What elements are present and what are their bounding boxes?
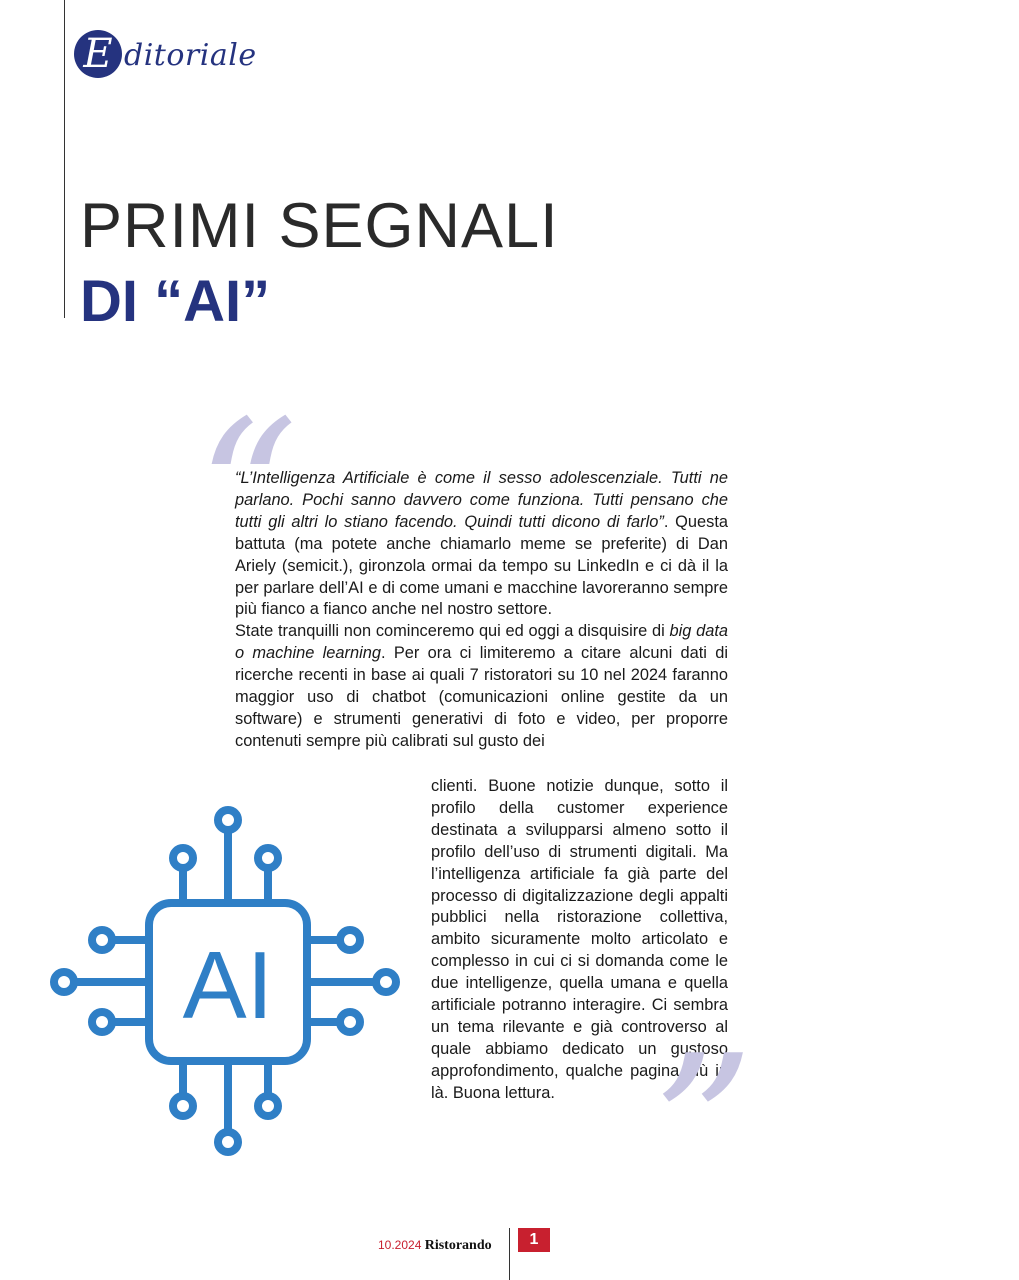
footer-issue xyxy=(378,1238,492,1254)
magazine-name: Ristorando xyxy=(424,1238,492,1253)
paragraph-2-text-b: . Per ora ci limiteremo a citare alcuni dati di ricerche recenti in base ai quali 7 ristoratori su 10 nel 2024 faranno maggior uso di chatbot (comunicazioni online gestite da un software) e strumenti generativi di foto e video, per proporre contenuti sempre più calibrati sul gusto dei xyxy=(235,644,728,750)
section-initial-badge: E xyxy=(74,30,122,78)
paragraph-2-italic: big data o machine learning xyxy=(235,622,728,663)
issue-date: 10.2024 xyxy=(378,1238,422,1252)
headline-line-2: DI “AI” xyxy=(80,269,271,334)
article-paragraph-1 xyxy=(235,468,728,621)
ai-chip-label: AI xyxy=(182,932,274,1039)
article-body-top xyxy=(235,468,728,753)
left-rule xyxy=(64,0,65,318)
paragraph-2-text-a: State tranquilli non cominceremo qui ed oggi a disquisire di xyxy=(235,622,670,641)
opening-quote: “L’Intelligenza Artificiale è come il sesso adolescenziale. Tutti ne parlano. Pochi sanno davvero come funziona. Tutti pensano che tutti gli altri lo stiano facendo. Quindi tutti dicono di farlo” xyxy=(235,469,728,531)
page-number: 1 xyxy=(518,1228,550,1252)
article-paragraph-2 xyxy=(235,621,728,752)
ai-chip-icon xyxy=(40,800,420,1170)
open-quote-mark: “ xyxy=(196,378,299,611)
headline-line-1: PRIMI SEGNALI xyxy=(80,191,559,261)
section-name: ditoriale xyxy=(124,38,257,73)
paragraph-2-continued: clienti. Buone notizie dunque, sotto il profilo della customer experience destinata a svilupparsi almeno sotto il profilo dell’uso di strumenti digitali. Ma l’intelligenza artificiale fa già parte del processo di digitalizzazione degli appalti pubblici nella ristorazione collettiva, ambito sicuramente molto articolato e complesso in cui ci si domanda come le due intelligenze, quella umana e quella artificiale potranno interagire. Ci sembra un tema rilevante e già controverso al quale abbiamo dedicato un gustoso approfondimento, qualche pagina più in là. Buona lettura. xyxy=(431,777,728,1102)
close-quote-mark: ” xyxy=(652,1013,755,1246)
paragraph-1-text: . Questa battuta (ma potete anche chiamarlo meme se preferite) di Dan Ariely (semicit.), gironzola ormai da tempo su LinkedIn e ci dà il la per parlare dell’AI e di come umani e macchine lavoreranno sempre più fianco a fianco anche nel nostro settore. xyxy=(235,512,729,619)
footer-divider xyxy=(509,1228,510,1280)
